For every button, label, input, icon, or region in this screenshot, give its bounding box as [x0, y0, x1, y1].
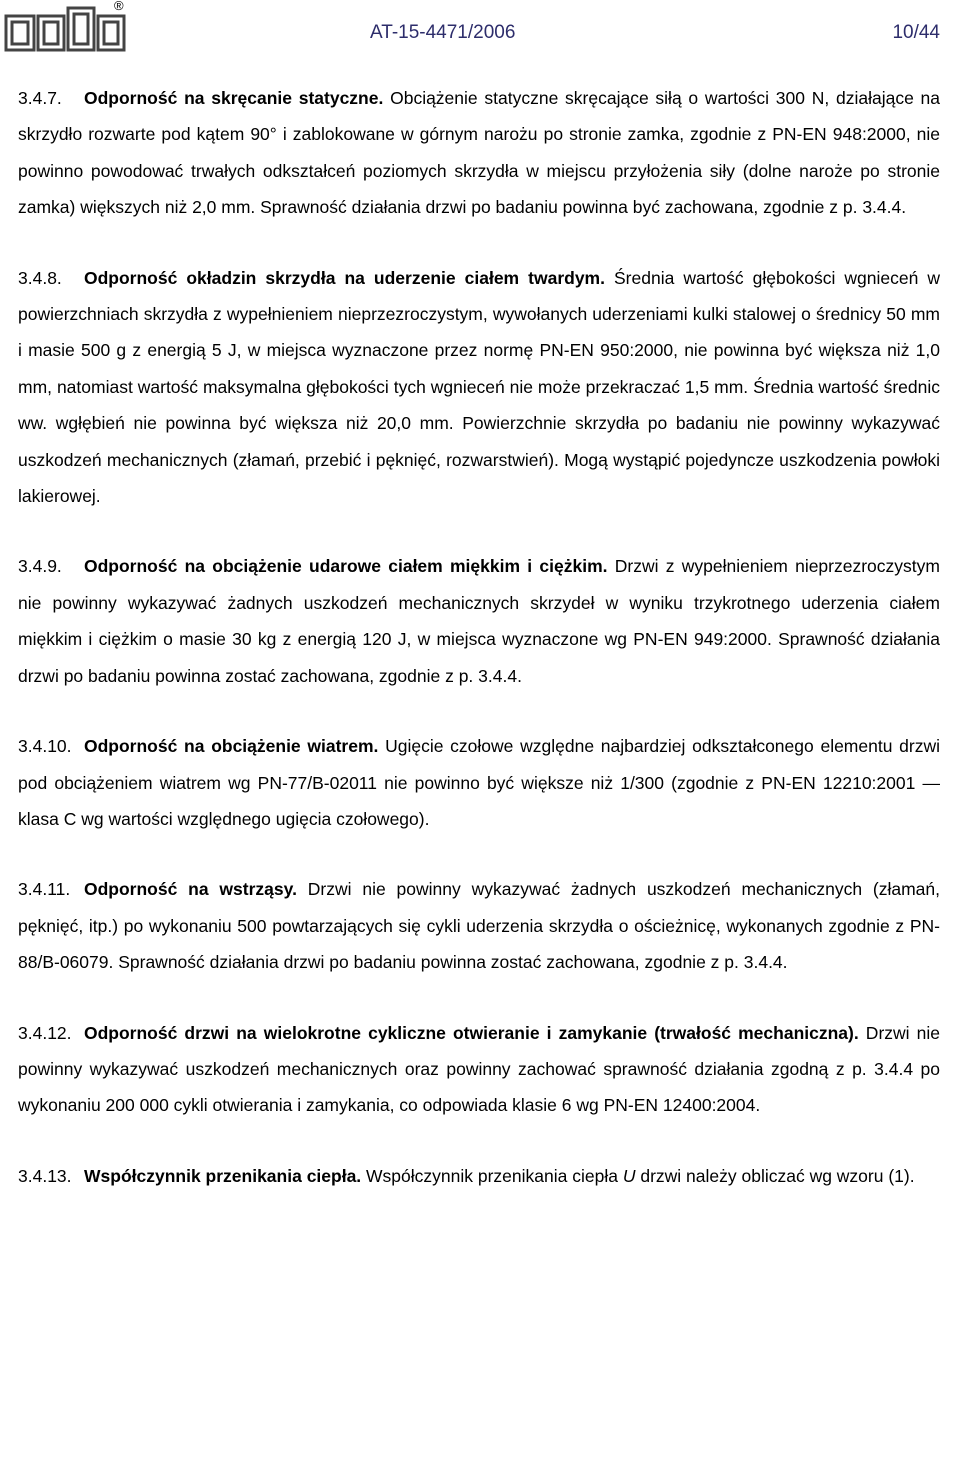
- section-title: Odporność na wstrząsy.: [84, 879, 297, 900]
- document-body: [18, 80, 940, 1228]
- section-number: 3.4.13.: [18, 1165, 72, 1186]
- section-text: Ugięcie czołowe względne najbardziej odkształconego elementu drzwi pod obciążeniem wiatrem wg PN-77/B-02011 nie powinno być większe niż 1/300 (zgodnie z PN-EN 12210:2001 — klasa C wg wartości względnego ugięcia czołowego).: [18, 736, 940, 829]
- section-number: 3.4.8.: [18, 267, 62, 288]
- section-title: Współczynnik przenikania ciepła.: [84, 1165, 362, 1186]
- section-number: 3.4.11.: [18, 879, 71, 900]
- section-number: 3.4.10.: [18, 736, 72, 757]
- document-number: AT-15-4471/2006: [370, 22, 516, 43]
- section-text: Współczynnik przenikania ciepła: [361, 1165, 623, 1186]
- section-title: Odporność okładzin skrzydła na uderzenie ciałem twardym.: [84, 267, 605, 288]
- section-title: Odporność na obciążenie udarowe ciałem miękkim i ciężkim.: [84, 556, 608, 577]
- section-text: Drzwi nie powinny wykazywać żadnych uszkodzeń mechanicznych (złamań, pęknięć, itp.) po wykonaniu 500 powtarzających się cykli uderzenia skrzydła o ościeżnicę, wykonanych zgodnie z PN-88/B-06079. Sprawność działania drzwi po badaniu powinna zostać zachowana, zgodnie z p. 3.4.4.: [18, 879, 940, 973]
- section-number: 3.4.12.: [18, 1022, 72, 1043]
- section-text: Drzwi nie powinny wykazywać uszkodzeń mechanicznych oraz powinny zachować sprawność działania zgodną z p. 3.4.4 po wykonaniu 200 000 cykli otwierania i zamykania, co odpowiada klasie 6 wg PN-EN 12400:2004.: [18, 1022, 940, 1116]
- section-number: 3.4.7.: [18, 88, 62, 108]
- section-text: Obciążenie statyczne skręcające siłą o wartości 300 N, działające na skrzydło rozwarte pod kątem 90° i zablokowane w górnym narożu po stronie zamka, zgodnie z PN-EN 948:2000, nie powinno powodować trwałych odkształceń poziomych skrzydła w miejscu przyłożenia siły (dolne naroże po stronie zamka) większych niż 2,0 mm. Sprawność działania drzwi po badaniu powinna być zachowana, zgodnie z p. 3.4.4.: [18, 88, 941, 218]
- section-title: Odporność na skręcanie statyczne.: [84, 88, 384, 108]
- section-3-4-10: [18, 728, 940, 837]
- section-3-4-9: [18, 548, 940, 694]
- section-text: Drzwi z wypełnieniem nieprzezroczystym nie powinny wykazywać żadnych uszkodzeń mechanicznych skrzydeł w wyniku trzykrotnego uderzenia ciałem miękkim i ciężkim o masie 30 kg z energią 120 J, w miejsca wyznaczone wg PN-EN 949:2000. Sprawność działania drzwi po badaniu powinna zostać zachowana, zgodnie z p. 3.4.4.: [18, 556, 940, 686]
- section-3-4-13: [18, 1158, 940, 1194]
- page-header: [0, 0, 960, 70]
- itb-logo: [4, 6, 128, 52]
- section-text-end: drzwi należy obliczać wg wzoru (1).: [635, 1165, 915, 1186]
- section-number: 3.4.9.: [18, 556, 62, 577]
- symbol-u: U: [622, 1165, 636, 1186]
- registered-mark: ®: [114, 0, 124, 13]
- section-3-4-7: [18, 80, 940, 226]
- section-title: Odporność na obciążenie wiatrem.: [84, 736, 379, 757]
- page-number: 10/44: [892, 22, 940, 43]
- section-3-4-12: [18, 1015, 940, 1124]
- section-text: Średnia wartość głębokości wgnieceń w powierzchniach skrzydła z wypełnieniem nieprzezroczystym, wywołanych uderzeniami kulki stalowej o średnicy 50 mm i masie 500 g z energią 5 J, w miejsca wyznaczone przez normę PN-EN 950:2000, nie powinna być większa niż 1,0 mm, natomiast wartość maksymalna głębokości tych wgnieceń nie może przekraczać 1,5 mm. Średnia wartość średnic ww. wgłębień nie powinna być większa niż 20,0 mm. Powierzchnie skrzydła po badaniu nie powinny wykazywać uszkodzeń mechanicznych (złamań, przebić i pęknięć, rozwarstwień). Mogą wystąpić pojedyncze uszkodzenia powłoki lakierowej.: [18, 267, 940, 507]
- section-3-4-8: [18, 260, 940, 515]
- section-title: Odporność drzwi na wielokrotne cykliczne otwieranie i zamykanie (trwałość mechaniczna).: [84, 1022, 859, 1043]
- section-3-4-11: [18, 871, 940, 980]
